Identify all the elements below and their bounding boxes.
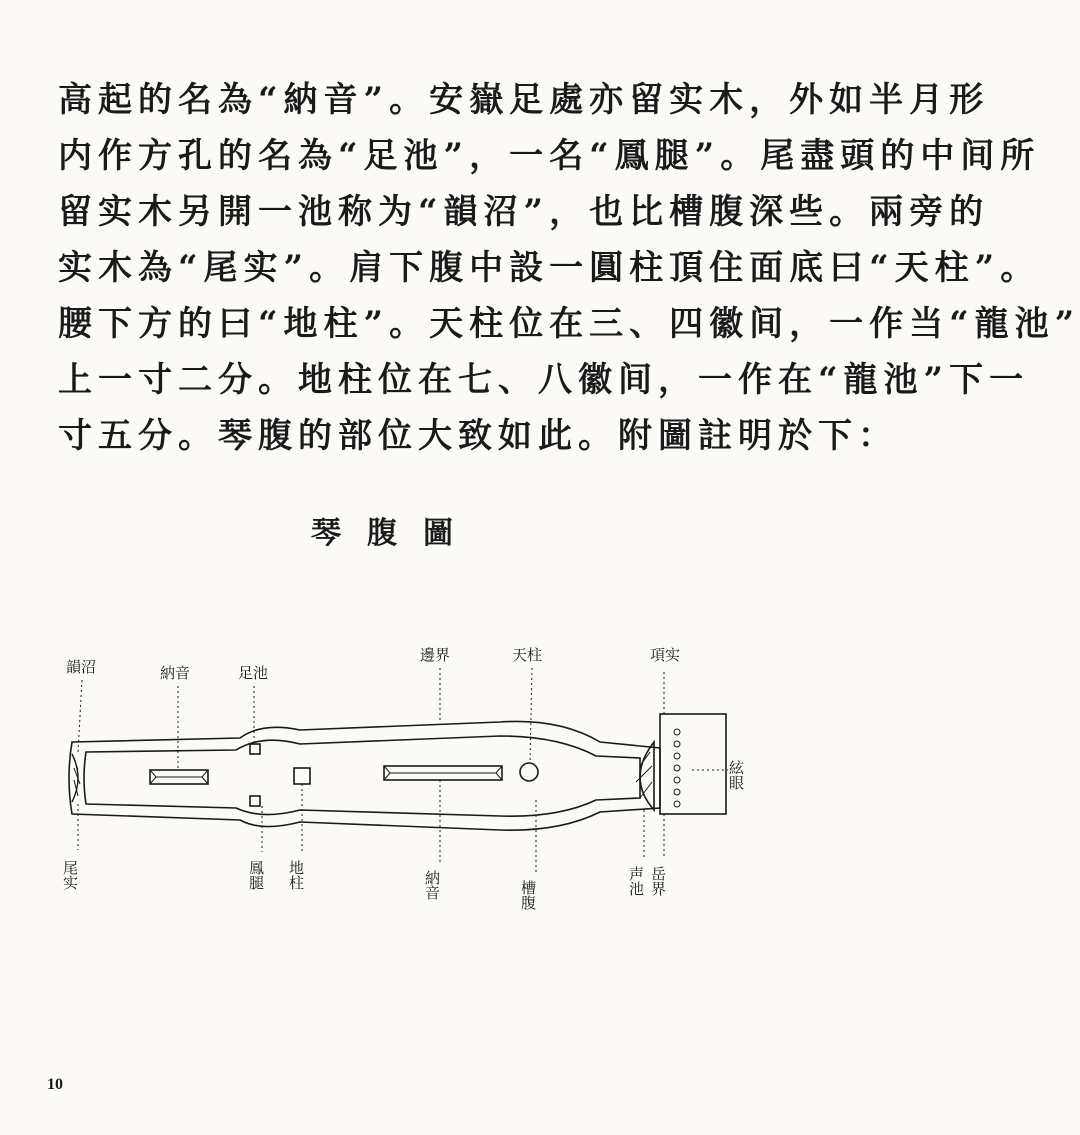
di-zhu-square <box>294 768 310 784</box>
label-di-zhu: 地柱 <box>287 860 305 890</box>
label-yun-zhao: 韻沼 <box>66 658 97 676</box>
label-yue-jie: 岳界 <box>649 866 667 896</box>
text-line: 实木為“尾实”。肩下腹中設一圓柱頂住面底曰“天柱”。 <box>58 248 1041 288</box>
label-tian-zhu: 天柱 <box>512 646 543 664</box>
zu-chi-top <box>250 744 260 754</box>
string-holes <box>674 729 680 807</box>
label-zu-chi: 足池 <box>238 664 269 682</box>
label-bian-jie: 邊界 <box>420 646 451 664</box>
text-line: 高起的名為“納音”。安嶽足處亦留实木，外如半月形 <box>58 80 990 120</box>
tian-zhu-circle <box>520 763 538 781</box>
outer-outline <box>69 721 660 830</box>
label-cao-fu: 槽腹 <box>519 880 537 910</box>
figure-title: 琴腹圖 <box>311 516 479 551</box>
head-block <box>660 714 726 814</box>
label-na-yin-top: 納音 <box>160 664 191 682</box>
label-xian-yan: 絃眼 <box>727 760 745 790</box>
text-line: 寸五分。琴腹的部位大致如此。附圖註明於下： <box>58 416 898 456</box>
text-line: 内作方孔的名為“足池”，一名“鳳腿”。尾盡頭的中间所 <box>58 136 1041 176</box>
label-sheng-chi: 声池 <box>627 866 645 896</box>
zu-chi-bottom <box>250 796 260 806</box>
text-line: 腰下方的曰“地柱”。天柱位在三、四徽间，一作当“龍池” <box>58 304 1080 344</box>
page-number: 10 <box>47 1076 63 1093</box>
text-line: 留实木另開一池称为“韻沼”，也比槽腹深些。兩旁的 <box>58 192 990 232</box>
label-feng-tui: 鳳腿 <box>247 860 265 890</box>
inner-outline <box>84 736 640 816</box>
qin-cavity-diagram <box>0 620 790 940</box>
label-xiang-shi: 項实 <box>650 646 681 664</box>
label-na-yin-bottom: 納音 <box>423 870 441 900</box>
label-wei-shi: 尾实 <box>61 860 79 890</box>
text-line: 上一寸二分。地柱位在七、八徽间，一作在“龍池”下一 <box>58 360 1030 400</box>
